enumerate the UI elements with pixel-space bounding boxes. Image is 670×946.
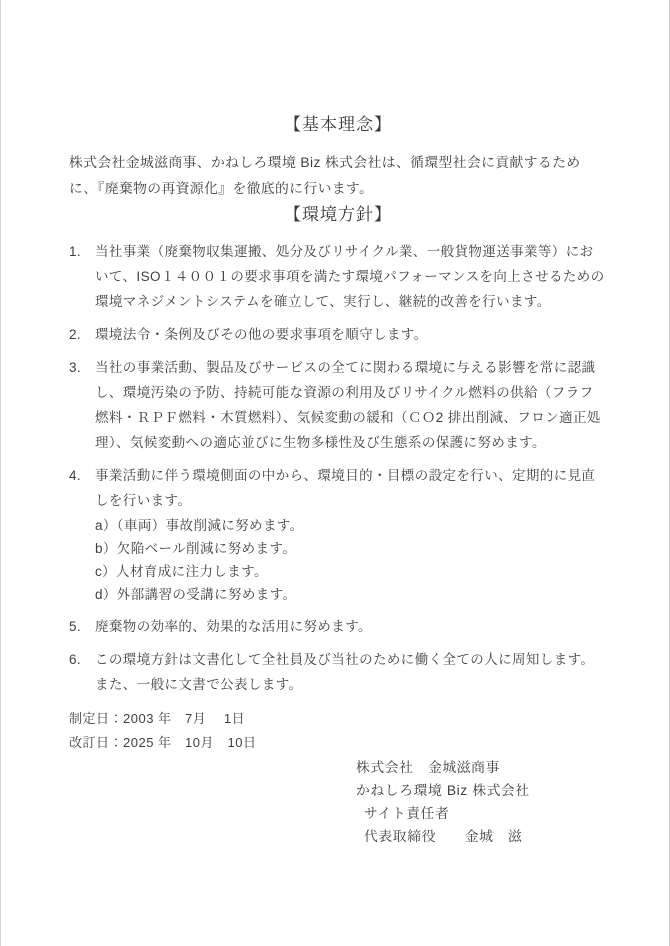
- basic-philosophy-text: 株式会社金城滋商事、かねしろ環境 Biz 株式会社は、循環型社会に貢献するために、『廃棄物の再資源化』を徹底的に行います。: [69, 155, 581, 196]
- policy-item-text: 環境法令・条例及びその他の要求事項を順守します。: [95, 327, 428, 342]
- subitem-c: c）人材育成に注力します。: [95, 564, 268, 579]
- policy-item-4: [69, 463, 607, 606]
- environmental-policy-title: 【環境方針】: [284, 205, 392, 224]
- policy-item-text: 当社の事業活動、製品及びサービスの全てに関わる環境に与える影響を常に認識し、環境汚染の予防、持続可能な資源の利用及びリサイクル燃料の供給（フラフ燃料・ＲＰＦ燃料・木質燃料）、気候変動の緩和（ＣＯ2 排出削減、フロン適正処理）、気候変動への適応並びに生物多様性及び生態系の保護に努めます。: [95, 360, 601, 450]
- policy-item-number: 5.: [69, 619, 82, 634]
- policy-item-text: 廃棄物の効率的、効果的な活用に努めます。: [95, 619, 372, 634]
- policy-item-number: 1.: [69, 244, 82, 259]
- policy-item-number: 3.: [69, 360, 82, 375]
- policy-item-number: 4.: [69, 468, 82, 483]
- established-date: 制定日：2003 年 7月 1日: [69, 711, 246, 726]
- subitem-d: d）外部講習の受講に努めます。: [95, 587, 297, 602]
- policy-item-4-subitems: [95, 514, 607, 606]
- signature-company-1: 株式会社 金城滋商事: [356, 760, 500, 775]
- policy-item-number: 2.: [69, 327, 82, 342]
- policy-item-text: この環境方針は文書化して全社員及び当社のために働く全ての人に周知します。また、一般に文書で公表します。: [95, 652, 595, 692]
- policy-item-number: 6.: [69, 652, 82, 667]
- policy-item-text: 当社事業（廃棄物収集運搬、処分及びリサイクル業、一般貨物運送事業等）において、ISO１４００１の要求事項を満たす環境パフォーマンスを向上させるための環境マネジメントシステムを確立して、実行し、継続的改善を行います。: [95, 244, 605, 309]
- signature-site-manager: サイト責任者: [364, 806, 450, 821]
- signature-representative: 代表取締役 金城 滋: [364, 829, 523, 844]
- policy-item-3: [69, 355, 607, 455]
- environmental-policy-list: [69, 239, 607, 697]
- policy-item-5: [69, 614, 607, 639]
- subitem-a: a）（車両）事故削減に努めます。: [95, 518, 304, 533]
- policy-item-2: [69, 322, 607, 347]
- policy-item-1: [69, 239, 607, 314]
- subitem-b: b）欠陥ベール削減に努めます。: [95, 541, 297, 556]
- revised-date: 改訂日：2025 年 10月 10日: [69, 735, 257, 750]
- signature-company-2: かねしろ環境 Biz 株式会社: [356, 783, 530, 798]
- policy-item-text: [95, 463, 607, 606]
- signature-block: [356, 756, 607, 848]
- policy-item-4-text: 事業活動に伴う環境側面の中から、環境目的・目標の設定を行い、定期的に見直しを行います。: [95, 468, 596, 508]
- document-content: [1, 0, 669, 848]
- policy-item-6: [69, 647, 607, 697]
- basic-philosophy-title: 【基本理念】: [284, 115, 392, 134]
- revision-dates: [69, 707, 607, 755]
